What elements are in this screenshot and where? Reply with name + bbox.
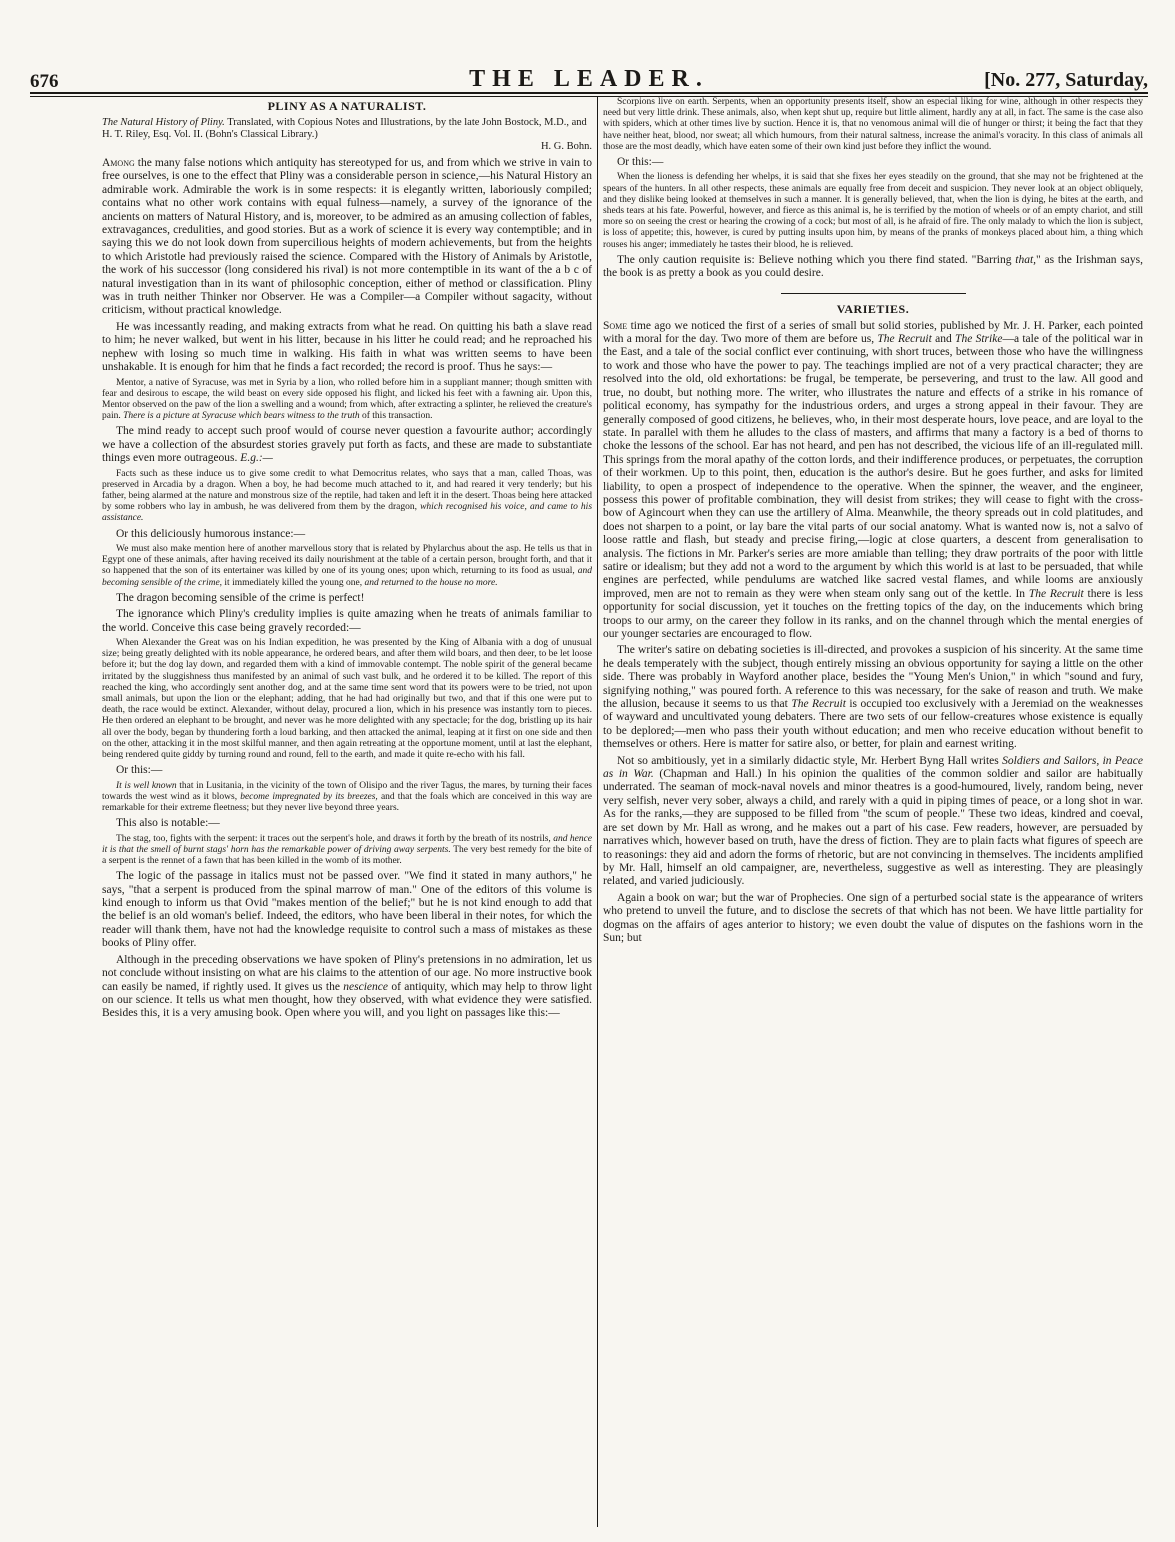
paragraph [102, 425, 592, 465]
paragraph: The ignorance which Pliny's credulity implies is quite amazing when he treats of animals familiar to the world. Conceive this case being gravely recorded:— [102, 608, 592, 634]
book-title: The Natural History of Pliny. [102, 117, 225, 128]
quote-text: of this transaction. [362, 411, 433, 422]
paragraph-italic: E.g.:— [240, 452, 273, 465]
paragraph-text: —a tale of the political war in the East, and a tale of the social conflict ever continuing, with short truces, between those who have the willingness to work and those who have the power to pay. The teachings implied are not of a very practical character; they are resolved into the old, old exhortations: be frugal, be temperate, be persevering, and trust to the law. All good and true, no doubt, but nothing more. The writer, who illustrates the nature and effects of a strike in his romance of political economy, has sympathy for the industrious orders, and urges a strong appeal in their favour. They are generally composed of good citizens, he believes, who, in their most desperate hours, love peace, and are loyal to the state. In parallel with them he alludes to the class of masters, and affirms that many a factory is a bed of thorns to choke the lessons of the school. Ear has not heard, and pen has not described, the vicious life of an ill-regulated mill. This springs from the moral apathy of the cotton lords, and their indifference produces, or perpetuates, the corruption of their workmen. Up to this point, then, education is the author's desire. But he goes further, and asks for limited liability, to open a prospect of independence to the operative. When the spinner, the weaver, and the engineer, possess this power of profitable combination, they will desist from strikes; they will cease to fight with the cross-bow of Agincourt when they can use the artillery of Alma. Meanwhile, the theory spreads out in cold platitudes, and does not sharpen to a point, or lay bare the vital parts of our social anatomy. What is wanted now is, not a salvo of loose rattle and flash, but steady and precise firing,—logic at close quarters, a descent from generalisation to analysis. The fictions in Mr. Parker's series are more amiable than telling; they draw portraits of the poor with little satire or idealism; but they add not a word to the argument by which this world is at last to be persuaded, that while engines are perfected, while pendulums are watched like sacred vestal flames, and while looms are anxiously improved, men are not to remain as they were when steam only sang out of the kettle. In [603, 333, 1143, 600]
quote-text: The very best remedy for the bite of a serpent is the rennet of a fawn that has been killed in the womb of its mother. [102, 844, 592, 867]
book-title: The Recruit [1028, 587, 1084, 600]
quote-italic: There is a picture at Syracuse which bears witness to the truth [123, 411, 360, 422]
paragraph [603, 644, 1143, 751]
quote-italic: and becoming sensible of the crime, [102, 566, 592, 588]
quotation: Scorpions live on earth. Serpents, when an opportunity presents itself, show an especial liking for wine, although in other respects they need but very little drink. These animals, also, when kept shut up, require but little aliment, hardly any at all, in fact. The same is the case also with spiders, which at other times live by suction. Hence it is, that no venomous animal will die of hunger or thirst; it being the fact that they have neither heat, blood, nor sweat; all which humours, from their natural saltness, increase the animal's voracity. In this class of animals all those are the most deadly, which have eaten some of their own kind just before they inflict the wound. [603, 97, 1143, 152]
paragraph [102, 954, 592, 1021]
quotation [102, 469, 592, 525]
paragraph: The logic of the passage in italics must not be passed over. "We find it stated in many authors," he says, "that a serpent is produced from the spinal marrow of man." One of the editors of this volume is kind enough to inform us that Ovid "makes mention of the belief;" but he is not kind enough to add that the belief is an old woman's belief. Indeed, the editors, who have been liberal in their notes, for which the reader will thank them, have not had the knowledge requisite to control such a mass of mistakes as these books of Pliny offer. [102, 870, 592, 950]
paragraph-text: The mind ready to accept such proof would of course never question a favourite author; accordingly we have a collection of the absurdest stories gravely put forth as facts, and these are made to substantiate things even more outrageous. [102, 425, 592, 465]
quote-italic: and hence it is that the smell of burnt stags' horn has the remarkable power of driving away serpents. [102, 833, 592, 855]
paragraph-text: and [935, 333, 952, 346]
book-details: Translated, with Copious Notes and Illustrations, by the late John Bostock, M.D., and H. T. Riley, Esq. Vol. II. (Bohn's Classical Library.) [102, 117, 587, 140]
section-rule [781, 293, 966, 294]
quotation [102, 781, 592, 815]
page-number: 676 [30, 71, 59, 92]
quotation [102, 544, 592, 589]
paragraph-text: The writer's satire on debating societies is ill-directed, and provokes a suspicion of his sincerity. At the same time he deals temperately with the subject, though entirely missing an obvious opportunity for saying a little on the other side. There was probably in Wayford another place, besides the "Young Men's Union," in which "sound and fury, signifying nothing," was poured forth. A reference to this was necessary, for the sake of reason and truth. We make the allusion, because it seems to us that [603, 644, 1143, 711]
quote-italic: become impregnated by its breezes, [240, 791, 378, 802]
quote-italic: which recognised his voice, and came to his assistance. [102, 502, 592, 524]
lead-word: Among [102, 157, 135, 169]
masthead [30, 44, 1148, 94]
paragraph-text: Not so ambitiously, yet in a similarly didactic style, Mr. Herbert Byng Hall writes [617, 754, 999, 767]
lead-word: Some [603, 319, 628, 332]
paragraph-italic: that, [1015, 253, 1037, 266]
quote-text: it immediately killed the young one, [224, 577, 363, 588]
quote-text: We must also make mention here of another marvellous story that is related by Phylarchus about the asp. He tells us that in Egypt one of these animals, after having received its daily nourishment at the table of a certain person, brought forth, and that it so happened that the son of its entertainer was killed by one of its young ones; upon which, returning to its food as usual, [102, 543, 592, 577]
book-title: The Recruit [791, 698, 846, 711]
paper-title: THE LEADER. [469, 66, 709, 92]
right-column [603, 97, 1143, 1529]
quote-text: Facts such as these induce us to give some credit to what Democritus relates, who says that a man, called Thoas, was preserved in Arcadia by a dragon. When a boy, he had become much attached to it, and had reared it very tenderly; but his father, being alarmed at the nature and monstrous size of the reptile, had taken and left it in the desert. Thoas being here attacked by some robbers who lay in ambush, he was delivered from them by the dragon, [102, 468, 592, 513]
issue-label: [No. 277, Saturday, [984, 69, 1148, 91]
paragraph: This also is notable:— [116, 817, 220, 830]
article-title: PLINY AS A NATURALIST. [267, 99, 427, 113]
section-title: VARIETIES. [836, 301, 910, 316]
quote-text: The stag, too, fights with the serpent: it traces out the serpent's hole, and draws it forth by the breath of its nostrils, [116, 833, 551, 844]
paragraph [603, 755, 1143, 889]
paragraph-text: the many false notions which antiquity has stereotyped for us, and from which we strive in vain to free ourselves, is one to the effect that Pliny was a considerable person in science,—his Natural History an admirable work. Admirable the work is in some respects: it is elegantly written, laboriously compiled; contains what no other work contains with equal fulness—namely, a survey of the ignorance of the ancients on matters of Natural History, and is, moreover, to be admired as an amusing collection of fables, extravagances, credulities, and good stories. But as a work of science it is every way contemptible; and in saying this we do not look down from supercilious heights of modern achievements, but from the heights to which Aristotle had previously raised the science. Compared with the History of Animals by Aristotle, the work of his successor (long considered his rival) is not more contemptible in its want of the a b c of natural investigation than in its want of philosophic conception, either of method or classification. Pliny was in truth neither Thinker nor Observer. He was a Compiler—a Compiler without sagacity, without criticism, without practical knowledge. [102, 157, 592, 317]
paragraph: Again a book on war; but the war of Prophecies. One sign of a perturbed social state is the appearance of writers who pretend to unveil the future, and to disclose the secrets of that which has not been. We have little partiality for dogmas on the affairs of ages anterior to history; we even doubt the value of disputes on the fashions worn in the Sun; but [603, 891, 1143, 944]
book-title: The Recruit [877, 333, 932, 346]
paragraph-text: Although in the preceding observations we have spoken of Pliny's pretensions in no admiration, let us not conclude without insisting on what are his claims to the attention of our age. No more instructive book can easily be named, if rightly used. It gives us the [102, 953, 592, 993]
paragraph-text: " as the Irishman says, the book is as pretty a book as you could desire. [603, 253, 1143, 280]
paragraph: Or this deliciously humorous instance:— [116, 527, 306, 540]
quote-text: Mentor, a native of Syracuse, was met in Syria by a lion, who rolled before him in a suppliant manner; though smitten with fear and desirous to escape, the wild beast on every side opposed his flight, and licked his feet with a fawning air. Upon this, Mentor observed on the paw of the lion a swelling and a wound; from which, after extracting a splinter, he relieved the creature's pain. [102, 377, 592, 422]
paragraph-text: The only caution requisite is: Believe nothing which you there find stated. "Barring [617, 253, 1012, 266]
paragraph [603, 254, 1143, 281]
quotation [102, 378, 592, 423]
paragraph-italic: nescience [343, 980, 388, 993]
publisher: H. G. Bohn. [540, 141, 592, 152]
bibliography [102, 117, 592, 153]
column-divider [597, 97, 598, 1527]
paragraph: Or this:— [617, 156, 664, 169]
book-title: The Strike [955, 333, 1003, 346]
quote-italic: and returned to the house no more. [364, 577, 498, 588]
paragraph [603, 320, 1143, 642]
paragraph [102, 157, 592, 318]
paragraph-text: there is less opportunity for social discussion, yet it touches on the fretting topics of the day, on the inducements which bring troops to our army, on the career they follow in its ranks, and on the channel through which the mental energies of our younger sectaries are encouraged to flow. [603, 587, 1143, 640]
quote-text: that in Lusitania, in the vicinity of the town of Olisipo and the river Tagus, the mares, by turning their faces towards the west wind as it blows, [102, 780, 592, 802]
quote-text: and that the foals which are conceived in this way are remarkable for their extreme fleetness; but they never live beyond three years. [102, 791, 592, 814]
left-column [102, 97, 592, 1529]
quote-italic: It is well known [116, 780, 177, 791]
quotation: When the lioness is defending her whelps, it is said that she fixes her eyes steadily on the ground, that she may not be frightened at the spears of the hunters. In all other respects, these animals are equally free from deceit and suspicion. They never look at an object obliquely, and they dislike being looked at themselves in such a manner. It is generally believed, that, when the lion is dying, he bites at the earth, and sheds tears at his fate. Powerful, however, and fierce as this animal is, he is terrified by the motion of wheels or of an empty chariot, and still more so on seeing the crest or hearing the crowing of a cock; but most of all, is he afraid of fire. The only malady to which the lion is subject, is loss of appetite; this, however, is cured by putting insults upon him, by means of the pranks of monkeys placed about him, a thing which rouses his anger; immediately he tastes their blood, he is relieved. [603, 172, 1143, 250]
paragraph: Or this:— [116, 764, 163, 777]
paragraph: He was incessantly reading, and making extracts from what he read. On quitting his bath a slave read to him; he never walked, but went in his litter, because in his litter he could read; and he reproached his nephew with losing so much time in walking. His faith in what was written seems to have been unshakable. It is enough for him that he finds a fact recorded; the record is proof. Thus he says:— [102, 320, 592, 374]
paragraph-text: (Chapman and Hall.) In his opinion the qualities of the common soldier and sailor are habitually underrated. The seaman of mock-naval novels and minor theatres is a good-humoured, lively, random being, never very selfish, never very sober, always a child, and rarely with a quid in piping times of peace, or a long shot in war. As for the ranks,—they are supposed to be filled from "the scum of people." These two ideas, kindred and coeval, are set down by Mr. Hall as wrong, and he makes out a part of his case. Few readers, however, are persuaded by narratives which, however based on truth, have the dress of fiction. They are to plain facts what figures of speech are to reasonings: they aid and adorn the forms of rhetoric, but are not convincing in themselves. The incidents amplified by Mr. Hall, himself an old campaigner, are, nevertheless, suggestive as well as interesting. They are pleasingly related, and varied judiciously. [603, 768, 1143, 888]
paragraph-text: time ago we noticed the first of a series of small but solid stories, published by Mr. J. H. Parker, each pointed with a moral for the day. Two more of them are before us, [603, 319, 1143, 346]
book-title: Soldiers and Sailors, in Peace as in War. [603, 754, 1143, 781]
paragraph-text: is occupied too exclusively with a Jeremiad on the weaknesses of wayward and uncultivated young debaters. There are two sets of our fellow-creatures whose existence is equally to be deplored;—men who pass their youth without education; and men who receive education without benefit to themselves or others. Here is matter for satire also, or better, for plain and earnest writing. [603, 698, 1143, 751]
paragraph: The dragon becoming sensible of the crime is perfect! [116, 591, 365, 604]
paragraph-text: of antiquity, which may help to throw light on our science. It tells us what men thought, how they observed, with what evidence they were satisfied. Besides this, it is a very amusing book. Open where you will, and you light on passages like this:— [102, 980, 592, 1020]
quotation [102, 834, 592, 868]
quotation: When Alexander the Great was on his Indian expedition, he was presented by the King of Albania with a dog of unusual size; being greatly delighted with its noble appearance, he ordered bears, and after them wild boars, and then deer, to be let loose before it; but the dog lay down, and regarded them with a kind of immovable contempt. The noble spirit of the general became irritated by the sluggishness thus manifested by an animal of such vast bulk, and he ordered it to be killed. The report of this reached the king, who accordingly sent another dog, and at the same time sent word that its powers were to be tried, not upon small animals, but upon the lion or the elephant; adding, that he had had originally but two, and that if this one were put to death, the race would be extinct. Alexander, without delay, procured a lion, which in his presence was instantly torn to pieces. He then ordered an elephant to be brought, and never was he more delighted with any spectacle; for the dog, bristling up its hair all over the body, began by thundering forth a loud barking, and then attacked the animal, leaping at it first on one side and then on the other, attacking it in the most skilful manner, and then again retreating at the opportune moment, until at last the elephant, being rendered quite giddy by turning round and round, fell to the earth, and made it quite re-echo with his fall. [102, 637, 592, 761]
